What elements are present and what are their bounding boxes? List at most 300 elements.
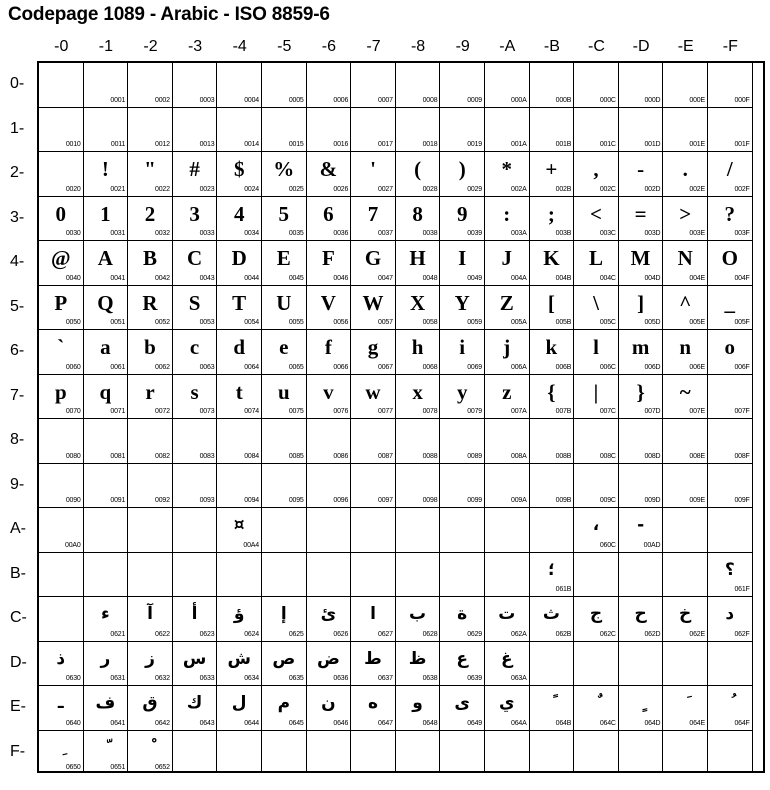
char-glyph: -: [637, 515, 645, 535]
char-cell: [262, 464, 307, 509]
unicode-code: 0646: [333, 719, 349, 727]
unicode-code: 0645: [288, 719, 304, 727]
char-glyph: B: [142, 246, 157, 270]
unicode-code: 062D: [644, 630, 661, 638]
char-glyph: $: [233, 157, 245, 181]
unicode-code: 0636: [333, 675, 349, 682]
char-cell: [351, 330, 396, 375]
char-cell: [663, 375, 708, 420]
char-cell: [84, 152, 129, 197]
unicode-code: 00AD: [643, 541, 661, 549]
char-cell: [396, 419, 441, 464]
char-glyph: د: [725, 604, 735, 624]
char-glyph: {: [547, 379, 556, 404]
char-glyph: V: [320, 290, 336, 315]
char-glyph: X: [410, 290, 426, 315]
char-cell: [485, 152, 530, 197]
char-cell: [173, 419, 218, 464]
char-cell: [307, 152, 352, 197]
unicode-code: 002C: [599, 185, 616, 193]
char-cell: [262, 286, 307, 331]
unicode-code: 0062: [155, 363, 170, 371]
char-cell: [574, 63, 619, 108]
char-glyph: P: [54, 290, 68, 315]
unicode-code: 0086: [333, 452, 349, 460]
column-header: -C: [588, 38, 605, 55]
char-glyph: ظ: [408, 648, 427, 669]
char-glyph: Y: [454, 290, 470, 315]
char-glyph: F: [321, 246, 335, 270]
char-cell: [217, 597, 262, 642]
char-glyph: b: [144, 335, 156, 359]
unicode-code: 0044: [244, 274, 259, 282]
char-cell: [574, 197, 619, 242]
char-glyph: 8: [412, 201, 423, 226]
unicode-code: 064C: [599, 719, 616, 727]
unicode-code: 0631: [110, 675, 126, 682]
char-cell: [485, 375, 530, 420]
column-header: -7: [366, 38, 381, 55]
unicode-code: 0648: [422, 719, 438, 727]
unicode-code: 0079: [467, 408, 482, 415]
unicode-code: 0058: [422, 319, 438, 326]
char-cell: [530, 553, 575, 598]
unicode-code: 0014: [244, 141, 259, 148]
char-glyph: ش: [227, 648, 251, 669]
char-cell: [39, 197, 84, 242]
unicode-code: 007D: [644, 408, 661, 415]
char-cell: [530, 152, 575, 197]
unicode-code: 006E: [689, 363, 705, 371]
char-glyph: 5: [278, 201, 290, 226]
unicode-code: 004B: [555, 274, 572, 282]
char-glyph: C: [187, 246, 203, 270]
char-cell: [128, 63, 173, 108]
char-cell: [351, 597, 396, 642]
char-glyph: i: [459, 335, 466, 359]
char-cell: [574, 375, 619, 420]
char-glyph: م: [277, 693, 291, 713]
char-cell: [530, 419, 575, 464]
char-glyph: ز: [145, 648, 155, 669]
row-header: B-: [10, 564, 26, 582]
char-cell: [619, 108, 664, 153]
char-cell: [84, 241, 129, 286]
char-cell: [530, 731, 575, 774]
char-cell: [708, 508, 753, 553]
char-cell: [128, 553, 173, 598]
row-header: 1-: [10, 119, 25, 137]
unicode-code: 0002: [155, 96, 170, 104]
unicode-code: 002B: [555, 185, 572, 193]
unicode-code: 062E: [689, 630, 705, 638]
unicode-code: 001C: [599, 141, 616, 148]
char-glyph: %: [273, 157, 295, 181]
row-header: 5-: [10, 297, 25, 315]
unicode-code: 062A: [511, 630, 527, 638]
unicode-code: 064F: [734, 719, 750, 727]
char-glyph: A: [97, 246, 113, 270]
char-cell: [128, 686, 173, 731]
unicode-code: 0627: [378, 630, 393, 638]
char-cell: [262, 197, 307, 242]
unicode-code: 009F: [734, 497, 750, 504]
row-header: 6-: [10, 342, 25, 360]
char-cell: [619, 686, 664, 731]
char-cell: [663, 553, 708, 598]
char-cell: [39, 375, 84, 420]
row-header: A-: [10, 520, 26, 538]
unicode-code: 0033: [199, 230, 215, 237]
unicode-code: 0630: [65, 675, 81, 682]
unicode-code: 0078: [422, 408, 438, 415]
column-header: -5: [277, 38, 292, 55]
char-glyph: ف: [95, 693, 116, 713]
char-cell: [217, 241, 262, 286]
unicode-code: 001A: [511, 141, 527, 148]
char-cell: [307, 642, 352, 687]
unicode-code: 006F: [734, 363, 750, 371]
unicode-code: 060C: [599, 541, 616, 549]
unicode-code: 000B: [555, 96, 572, 104]
unicode-code: 0035: [288, 230, 304, 237]
char-cell: [173, 375, 218, 420]
char-cell: [440, 330, 485, 375]
char-cell: [663, 731, 708, 774]
char-cell: [307, 731, 352, 774]
unicode-code: 008C: [599, 452, 616, 460]
char-cell: [530, 63, 575, 108]
char-cell: [708, 108, 753, 153]
char-cell: [128, 597, 173, 642]
unicode-code: 00A4: [243, 541, 259, 549]
unicode-code: 004D: [644, 274, 661, 282]
unicode-code: 005B: [555, 319, 572, 326]
char-glyph: أ: [191, 604, 198, 624]
char-glyph: ي: [499, 693, 515, 713]
unicode-code: 0057: [378, 319, 393, 326]
column-header: -B: [543, 38, 560, 55]
unicode-code: 002D: [644, 185, 661, 193]
char-cell: [84, 197, 129, 242]
char-cell: [351, 152, 396, 197]
unicode-code: 064E: [689, 719, 705, 727]
column-header: -1: [98, 38, 113, 55]
char-glyph: `: [57, 335, 65, 359]
unicode-code: 003F: [734, 230, 750, 237]
char-glyph: o: [724, 335, 736, 359]
char-cell: [307, 508, 352, 553]
char-cell: [396, 686, 441, 731]
char-cell: [440, 597, 485, 642]
char-cell: [708, 152, 753, 197]
char-glyph: ج: [589, 604, 603, 624]
char-cell: [128, 731, 173, 774]
unicode-code: 0016: [333, 141, 349, 148]
char-cell: [173, 642, 218, 687]
unicode-code: 0081: [110, 452, 126, 460]
unicode-code: 003E: [689, 230, 705, 237]
char-glyph: <: [590, 201, 602, 226]
char-glyph: ¤: [233, 515, 245, 535]
unicode-code: 002A: [511, 185, 527, 193]
char-cell: [530, 375, 575, 420]
unicode-code: 007F: [734, 408, 750, 415]
unicode-code: 0087: [378, 452, 393, 460]
char-glyph: :: [503, 201, 511, 226]
char-glyph: ?: [724, 201, 736, 226]
unicode-code: 006C: [599, 363, 616, 371]
unicode-code: 0097: [378, 497, 393, 504]
char-glyph: ص: [272, 648, 296, 669]
char-cell: [708, 375, 753, 420]
unicode-code: 0024: [244, 185, 259, 193]
char-cell: [173, 241, 218, 286]
char-cell: [307, 241, 352, 286]
char-cell: [574, 286, 619, 331]
char-glyph: g: [367, 335, 379, 359]
unicode-code: 062C: [599, 630, 616, 638]
char-glyph: }: [636, 379, 645, 404]
char-cell: [619, 553, 664, 598]
unicode-code: 0069: [467, 363, 482, 371]
unicode-code: 0642: [155, 719, 170, 727]
column-header: -4: [232, 38, 247, 55]
codepage-grid: [37, 61, 765, 773]
unicode-code: 0070: [65, 408, 81, 415]
unicode-code: 0038: [422, 230, 438, 237]
char-cell: [217, 286, 262, 331]
char-glyph: آ: [147, 604, 153, 624]
char-glyph: t: [235, 379, 243, 404]
char-cell: [663, 642, 708, 687]
char-cell: [396, 553, 441, 598]
unicode-code: 001F: [734, 141, 750, 148]
char-cell: [262, 108, 307, 153]
char-cell: [84, 464, 129, 509]
unicode-code: 001E: [689, 141, 705, 148]
char-cell: [217, 686, 262, 731]
unicode-code: 0076: [333, 408, 349, 415]
char-glyph: |: [593, 379, 599, 404]
row-header: 9-: [10, 475, 25, 493]
row-header: 7-: [10, 386, 25, 404]
char-glyph: H: [409, 246, 426, 270]
char-cell: [619, 286, 664, 331]
char-cell: [574, 419, 619, 464]
char-glyph: ": [144, 157, 156, 181]
unicode-code: 0028: [422, 185, 438, 193]
char-glyph: K: [543, 246, 560, 270]
unicode-code: 0088: [422, 452, 438, 460]
char-glyph: \: [593, 290, 599, 315]
unicode-code: 0050: [65, 319, 81, 326]
char-glyph: [39, 735, 83, 761]
char-glyph: a: [100, 335, 111, 359]
char-cell: [663, 464, 708, 509]
unicode-code: 0009: [467, 96, 482, 104]
char-glyph: -: [637, 157, 645, 181]
char-cell: [307, 197, 352, 242]
char-glyph: ق: [142, 693, 158, 713]
char-cell: [217, 642, 262, 687]
char-cell: [351, 731, 396, 774]
char-glyph: l: [593, 335, 599, 359]
char-glyph: y: [456, 379, 468, 404]
unicode-code: 0074: [244, 408, 259, 415]
char-glyph: 1: [100, 201, 111, 226]
unicode-code: 000C: [599, 96, 616, 104]
unicode-code: 0082: [155, 452, 170, 460]
unicode-code: 0096: [333, 497, 349, 504]
column-header: -9: [455, 38, 470, 55]
char-glyph: .: [682, 157, 688, 181]
unicode-code: 0090: [65, 497, 81, 504]
char-glyph: ط: [364, 648, 382, 669]
char-cell: [217, 197, 262, 242]
char-glyph: ,: [593, 157, 599, 181]
unicode-code: 0098: [422, 497, 438, 504]
unicode-code: 0005: [288, 96, 304, 104]
char-cell: [39, 63, 84, 108]
unicode-code: 0092: [155, 497, 170, 504]
char-cell: [217, 508, 262, 553]
unicode-code: 0639: [467, 675, 482, 682]
char-cell: [307, 419, 352, 464]
char-cell: [84, 686, 129, 731]
char-cell: [663, 241, 708, 286]
char-glyph: q: [99, 379, 112, 404]
unicode-code: 0008: [422, 96, 438, 104]
unicode-code: 007E: [689, 408, 705, 415]
char-glyph: R: [142, 290, 158, 315]
char-glyph: ;: [547, 201, 555, 226]
char-glyph: #: [189, 157, 200, 181]
char-cell: [84, 108, 129, 153]
unicode-code: 0034: [244, 230, 259, 237]
char-cell: [708, 286, 753, 331]
char-glyph: +: [545, 157, 558, 181]
char-glyph: [84, 735, 128, 761]
char-glyph: [619, 690, 663, 716]
char-glyph: c: [189, 335, 200, 359]
char-cell: [619, 642, 664, 687]
char-cell: [173, 508, 218, 553]
unicode-code: 0013: [199, 141, 215, 148]
char-glyph: I: [458, 246, 467, 270]
char-cell: [262, 375, 307, 420]
unicode-code: 0054: [244, 319, 259, 326]
char-cell: [619, 731, 664, 774]
char-glyph: 4: [233, 201, 245, 226]
char-cell: [574, 241, 619, 286]
char-glyph: ر: [100, 648, 111, 669]
unicode-code: 005E: [689, 319, 705, 326]
char-glyph: [128, 735, 172, 761]
char-cell: [262, 686, 307, 731]
unicode-code: 0625: [288, 630, 304, 638]
char-cell: [39, 686, 84, 731]
unicode-code: 004F: [734, 274, 750, 282]
char-cell: [663, 197, 708, 242]
unicode-code: 0030: [65, 230, 81, 237]
char-cell: [351, 375, 396, 420]
unicode-code: 0075: [288, 408, 304, 415]
unicode-code: 0011: [110, 141, 126, 148]
unicode-code: 0634: [244, 675, 259, 682]
char-cell: [262, 731, 307, 774]
char-cell: [173, 330, 218, 375]
unicode-code: 0026: [333, 185, 349, 193]
unicode-code: 0651: [110, 764, 126, 771]
column-header: -E: [677, 38, 694, 55]
unicode-code: 0064: [244, 363, 259, 371]
char-cell: [128, 152, 173, 197]
unicode-code: 0637: [378, 675, 393, 682]
char-cell: [708, 241, 753, 286]
char-cell: [440, 686, 485, 731]
unicode-code: 0093: [199, 497, 215, 504]
char-cell: [262, 642, 307, 687]
column-header: -D: [632, 38, 650, 55]
char-cell: [39, 464, 84, 509]
unicode-code: 0094: [244, 497, 259, 504]
unicode-code: 0001: [110, 96, 126, 104]
unicode-code: 0032: [155, 230, 170, 237]
unicode-code: 0041: [110, 274, 126, 282]
unicode-code: 0063: [199, 363, 215, 371]
char-cell: [530, 108, 575, 153]
char-cell: [128, 330, 173, 375]
unicode-code: 002F: [734, 185, 750, 193]
char-glyph: ئ: [320, 604, 337, 624]
column-header: -2: [143, 38, 158, 55]
char-cell: [574, 508, 619, 553]
unicode-code: 0053: [199, 319, 215, 326]
char-glyph: [: [547, 290, 555, 315]
unicode-code: 0004: [244, 96, 259, 104]
char-cell: [307, 108, 352, 153]
char-glyph: ا: [370, 604, 376, 624]
char-cell: [173, 686, 218, 731]
char-cell: [307, 330, 352, 375]
unicode-code: 064B: [555, 719, 572, 727]
unicode-code: 005A: [511, 319, 527, 326]
unicode-code: 0047: [378, 274, 393, 282]
char-cell: [84, 642, 129, 687]
unicode-code: 0629: [467, 630, 482, 638]
column-header: -3: [187, 38, 203, 55]
char-cell: [530, 286, 575, 331]
char-cell: [708, 597, 753, 642]
char-glyph: ~: [679, 379, 691, 404]
unicode-code: 0099: [467, 497, 482, 504]
unicode-code: 008F: [734, 452, 750, 460]
unicode-code: 0621: [110, 630, 126, 638]
unicode-code: 0628: [422, 630, 438, 638]
column-header: -8: [410, 38, 426, 55]
char-glyph: r: [145, 379, 155, 404]
char-glyph: J: [501, 246, 513, 270]
row-header: F-: [10, 742, 26, 760]
char-glyph: ]: [637, 290, 645, 315]
char-glyph: x: [412, 379, 423, 404]
unicode-code: 0007: [378, 96, 393, 104]
unicode-code: 0056: [333, 319, 349, 326]
char-cell: [173, 197, 218, 242]
unicode-code: 000E: [689, 96, 705, 104]
char-glyph: س: [182, 648, 207, 669]
